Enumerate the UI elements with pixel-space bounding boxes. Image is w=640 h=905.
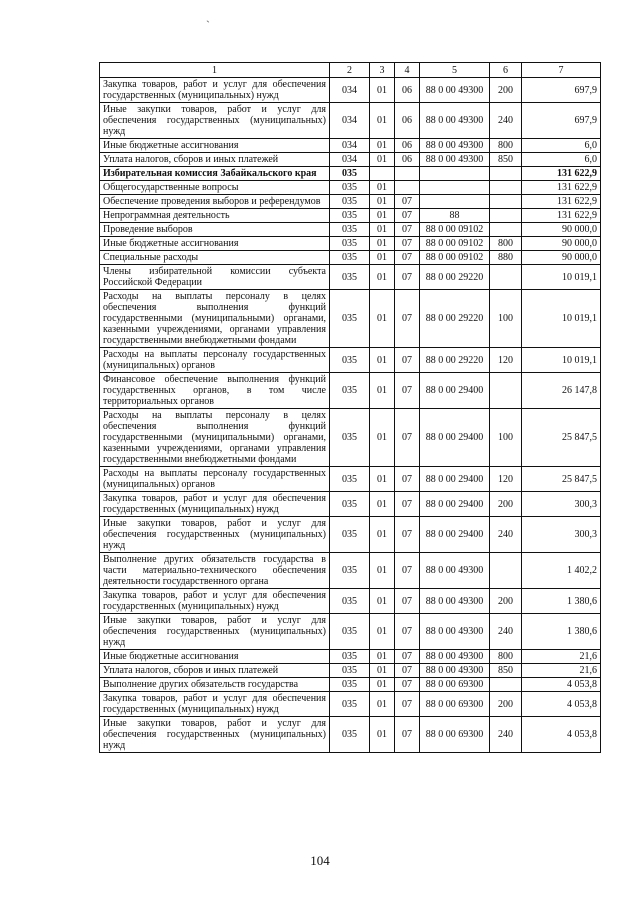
table-row [100,614,601,650]
expense-type-code-cell: 850 [490,664,522,678]
table-row [100,103,601,139]
amount-cell: 21,6 [522,664,601,678]
table-row [100,492,601,517]
amount-cell: 1 380,6 [522,614,601,650]
table-body [100,63,601,753]
ministry-code-cell: 035 [330,492,370,517]
item-name-cell: Расходы на выплаты персоналу государственных (муниципальных) органов [100,348,330,373]
table-row [100,139,601,153]
expense-type-code-cell [490,678,522,692]
table-row [100,650,601,664]
table-header-row [100,63,601,78]
section-code-cell: 01 [370,195,395,209]
target-item-code-cell: 88 0 00 49300 [420,614,490,650]
item-name-cell: Расходы на выплаты персоналу в целях обеспечения выполнения функций государственными (муниципальными) органами, казенными учреждениями, органами управления государственными внебюджетными фондами [100,409,330,467]
subsection-code-cell: 07 [395,251,420,265]
target-item-code-cell: 88 0 00 09102 [420,223,490,237]
section-code-cell: 01 [370,664,395,678]
item-name-cell: Закупка товаров, работ и услуг для обеспечения государственных (муниципальных) нужд [100,589,330,614]
item-name-cell: Проведение выборов [100,223,330,237]
page-number: 104 [310,853,330,868]
target-item-code-cell: 88 0 00 29400 [420,517,490,553]
section-code-cell: 01 [370,717,395,753]
section-code-cell: 01 [370,692,395,717]
expense-type-code-cell: 200 [490,589,522,614]
amount-cell: 697,9 [522,103,601,139]
amount-cell: 1 402,2 [522,553,601,589]
target-item-code-cell: 88 0 00 49300 [420,78,490,103]
table-row [100,181,601,195]
expense-type-code-cell: 800 [490,650,522,664]
amount-cell: 25 847,5 [522,467,601,492]
expense-type-code-cell: 200 [490,78,522,103]
table-row [100,517,601,553]
expense-type-code-cell: 100 [490,409,522,467]
item-name-cell: Закупка товаров, работ и услуг для обеспечения государственных (муниципальных) нужд [100,492,330,517]
expense-type-code-cell [490,553,522,589]
ministry-code-cell: 035 [330,223,370,237]
ministry-code-cell: 035 [330,237,370,251]
expense-type-code-cell [490,181,522,195]
expense-type-code-cell: 850 [490,153,522,167]
ministry-code-cell: 035 [330,373,370,409]
section-code-cell: 01 [370,650,395,664]
target-item-code-cell: 88 0 00 69300 [420,717,490,753]
item-name-cell: Члены избирательной комиссии субъекта Российской Федерации [100,265,330,290]
table-row [100,467,601,492]
item-name-cell: Иные закупки товаров, работ и услуг для обеспечения государственных (муниципальных) нужд [100,517,330,553]
ministry-code-cell: 035 [330,517,370,553]
target-item-code-cell: 88 0 00 49300 [420,589,490,614]
item-name-cell: Выполнение других обязательств государства в части материально-технического обеспечения деятельности государственного органа [100,553,330,589]
table-row [100,664,601,678]
target-item-code-cell [420,195,490,209]
section-code-cell: 01 [370,139,395,153]
target-item-code-cell: 88 0 00 29400 [420,467,490,492]
item-name-cell: Иные бюджетные ассигнования [100,237,330,251]
ministry-code-cell: 035 [330,181,370,195]
subsection-code-cell: 07 [395,348,420,373]
item-name-cell: Расходы на выплаты персоналу в целях обеспечения выполнения функций государственными (муниципальными) органами, казенными учреждениями, органами управления государственными внебюджетными фондами [100,290,330,348]
ministry-code-cell: 035 [330,589,370,614]
target-item-code-cell: 88 0 00 49300 [420,650,490,664]
target-item-code-cell: 88 0 00 29400 [420,373,490,409]
ministry-code-cell: 035 [330,290,370,348]
target-item-code-cell: 88 0 00 49300 [420,553,490,589]
subsection-code-cell: 07 [395,409,420,467]
ministry-code-cell: 035 [330,209,370,223]
ministry-code-cell: 035 [330,553,370,589]
ministry-code-cell: 035 [330,614,370,650]
table-row [100,251,601,265]
ministry-code-cell: 035 [330,717,370,753]
ministry-code-cell: 035 [330,650,370,664]
table-row [100,167,601,181]
target-item-code-cell: 88 0 00 09102 [420,251,490,265]
header-cell: 7 [522,63,601,78]
subsection-code-cell: 07 [395,467,420,492]
amount-cell: 90 000,0 [522,237,601,251]
table-row [100,553,601,589]
table-row [100,373,601,409]
expense-type-code-cell: 240 [490,614,522,650]
target-item-code-cell [420,181,490,195]
amount-cell: 300,3 [522,492,601,517]
expense-type-code-cell: 120 [490,348,522,373]
subsection-code-cell: 07 [395,517,420,553]
subsection-code-cell [395,181,420,195]
expense-type-code-cell: 200 [490,492,522,517]
subsection-code-cell: 07 [395,373,420,409]
subsection-code-cell [395,167,420,181]
item-name-cell: Специальные расходы [100,251,330,265]
item-name-cell: Уплата налогов, сборов и иных платежей [100,664,330,678]
subsection-code-cell: 06 [395,153,420,167]
amount-cell: 10 019,1 [522,348,601,373]
ministry-code-cell: 035 [330,692,370,717]
expense-type-code-cell: 800 [490,237,522,251]
table-row [100,409,601,467]
amount-cell: 131 622,9 [522,167,601,181]
ministry-code-cell: 034 [330,139,370,153]
item-name-cell: Иные закупки товаров, работ и услуг для обеспечения государственных (муниципальных) нужд [100,717,330,753]
subsection-code-cell: 06 [395,103,420,139]
section-code-cell: 01 [370,373,395,409]
item-name-cell: Закупка товаров, работ и услуг для обеспечения государственных (муниципальных) нужд [100,692,330,717]
ministry-code-cell: 035 [330,467,370,492]
amount-cell: 131 622,9 [522,195,601,209]
amount-cell: 4 053,8 [522,692,601,717]
subsection-code-cell: 07 [395,650,420,664]
expense-type-code-cell: 240 [490,103,522,139]
amount-cell: 131 622,9 [522,209,601,223]
table-row [100,237,601,251]
amount-cell: 21,6 [522,650,601,664]
section-code-cell: 01 [370,467,395,492]
item-name-cell: Обеспечение проведения выборов и референдумов [100,195,330,209]
section-code-cell: 01 [370,678,395,692]
expense-type-code-cell: 240 [490,517,522,553]
header-cell: 1 [100,63,330,78]
section-code-cell: 01 [370,348,395,373]
item-name-cell: Общегосударственные вопросы [100,181,330,195]
amount-cell: 300,3 [522,517,601,553]
ministry-code-cell: 034 [330,78,370,103]
amount-cell: 25 847,5 [522,409,601,467]
section-code-cell: 01 [370,290,395,348]
table-row [100,290,601,348]
section-code-cell: 01 [370,251,395,265]
subsection-code-cell: 06 [395,78,420,103]
section-code-cell: 01 [370,553,395,589]
expense-type-code-cell: 200 [490,692,522,717]
expense-type-code-cell [490,167,522,181]
ministry-code-cell: 035 [330,195,370,209]
target-item-code-cell: 88 0 00 49300 [420,153,490,167]
expense-type-code-cell [490,209,522,223]
table-row [100,589,601,614]
amount-cell: 4 053,8 [522,717,601,753]
table-row [100,265,601,290]
amount-cell: 6,0 [522,139,601,153]
target-item-code-cell: 88 0 00 29220 [420,265,490,290]
target-item-code-cell: 88 0 00 09102 [420,237,490,251]
expense-type-code-cell: 880 [490,251,522,265]
header-cell: 4 [395,63,420,78]
ministry-code-cell: 035 [330,167,370,181]
section-code-cell: 01 [370,103,395,139]
expense-type-code-cell [490,195,522,209]
table-row [100,678,601,692]
subsection-code-cell: 06 [395,139,420,153]
header-cell: 6 [490,63,522,78]
target-item-code-cell: 88 0 00 29400 [420,492,490,517]
item-name-cell: Иные закупки товаров, работ и услуг для обеспечения государственных (муниципальных) нужд [100,614,330,650]
section-code-cell: 01 [370,209,395,223]
section-code-cell: 01 [370,181,395,195]
header-cell: 3 [370,63,395,78]
table-row [100,78,601,103]
table-row [100,153,601,167]
expense-type-code-cell [490,265,522,290]
target-item-code-cell: 88 0 00 49300 [420,664,490,678]
subsection-code-cell: 07 [395,492,420,517]
section-code-cell: 01 [370,265,395,290]
target-item-code-cell: 88 0 00 29220 [420,348,490,373]
target-item-code-cell: 88 0 00 29400 [420,409,490,467]
target-item-code-cell [420,167,490,181]
scan-mark: ˋ [206,18,210,32]
section-code-cell: 01 [370,492,395,517]
amount-cell: 90 000,0 [522,223,601,237]
expense-type-code-cell: 240 [490,717,522,753]
subsection-code-cell: 07 [395,614,420,650]
section-code-cell [370,167,395,181]
amount-cell: 697,9 [522,78,601,103]
section-code-cell: 01 [370,237,395,251]
target-item-code-cell: 88 0 00 29220 [420,290,490,348]
header-cell: 5 [420,63,490,78]
expense-type-code-cell [490,223,522,237]
subsection-code-cell: 07 [395,237,420,251]
table-row [100,692,601,717]
item-name-cell: Непрограммная деятельность [100,209,330,223]
section-code-cell: 01 [370,614,395,650]
amount-cell: 90 000,0 [522,251,601,265]
subsection-code-cell: 07 [395,290,420,348]
ministry-code-cell: 034 [330,103,370,139]
amount-cell: 1 380,6 [522,589,601,614]
subsection-code-cell: 07 [395,692,420,717]
subsection-code-cell: 07 [395,265,420,290]
section-code-cell: 01 [370,153,395,167]
ministry-code-cell: 034 [330,153,370,167]
expense-type-code-cell: 800 [490,139,522,153]
ministry-code-cell: 035 [330,409,370,467]
table-row [100,209,601,223]
table-row [100,223,601,237]
amount-cell: 10 019,1 [522,290,601,348]
amount-cell: 131 622,9 [522,181,601,195]
target-item-code-cell: 88 0 00 49300 [420,139,490,153]
subsection-code-cell: 07 [395,223,420,237]
subsection-code-cell: 07 [395,664,420,678]
target-item-code-cell: 88 [420,209,490,223]
subsection-code-cell: 07 [395,209,420,223]
target-item-code-cell: 88 0 00 69300 [420,692,490,717]
item-name-cell: Расходы на выплаты персоналу государственных (муниципальных) органов [100,467,330,492]
amount-cell: 10 019,1 [522,265,601,290]
item-name-cell: Уплата налогов, сборов и иных платежей [100,153,330,167]
section-code-cell: 01 [370,589,395,614]
expense-type-code-cell [490,373,522,409]
table-row [100,348,601,373]
ministry-code-cell: 035 [330,348,370,373]
amount-cell: 6,0 [522,153,601,167]
section-code-cell: 01 [370,409,395,467]
target-item-code-cell: 88 0 00 49300 [420,103,490,139]
ministry-code-cell: 035 [330,678,370,692]
subsection-code-cell: 07 [395,589,420,614]
item-name-cell: Выполнение других обязательств государства [100,678,330,692]
item-name-cell: Закупка товаров, работ и услуг для обеспечения государственных (муниципальных) нужд [100,78,330,103]
item-name-cell: Иные закупки товаров, работ и услуг для обеспечения государственных (муниципальных) нужд [100,103,330,139]
section-code-cell: 01 [370,78,395,103]
subsection-code-cell: 07 [395,717,420,753]
header-cell: 2 [330,63,370,78]
amount-cell: 4 053,8 [522,678,601,692]
budget-table [99,62,601,753]
table-row [100,717,601,753]
item-name-cell: Иные бюджетные ассигнования [100,139,330,153]
section-code-cell: 01 [370,517,395,553]
ministry-code-cell: 035 [330,251,370,265]
subsection-code-cell: 07 [395,678,420,692]
target-item-code-cell: 88 0 00 69300 [420,678,490,692]
subsection-code-cell: 07 [395,553,420,589]
expense-type-code-cell: 100 [490,290,522,348]
section-code-cell: 01 [370,223,395,237]
amount-cell: 26 147,8 [522,373,601,409]
item-name-cell: Финансовое обеспечение выполнения функций государственных органов, в том числе территориальных органов [100,373,330,409]
subsection-code-cell: 07 [395,195,420,209]
table-row [100,195,601,209]
item-name-cell: Избирательная комиссия Забайкальского края [100,167,330,181]
ministry-code-cell: 035 [330,265,370,290]
expense-type-code-cell: 120 [490,467,522,492]
item-name-cell: Иные бюджетные ассигнования [100,650,330,664]
ministry-code-cell: 035 [330,664,370,678]
